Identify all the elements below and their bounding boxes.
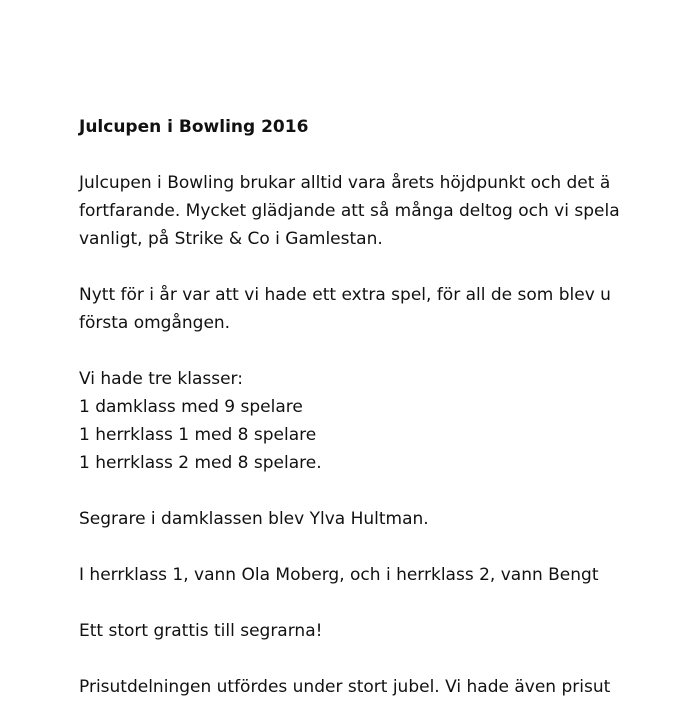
classes-heading: Vi hade tre klasser:: [79, 369, 243, 389]
paragraph-extra-game: [79, 281, 680, 337]
paragraph-line: första omgången.: [79, 313, 231, 333]
document-title: Julcupen i Bowling 2016: [79, 117, 309, 137]
paragraph-congrats: [79, 617, 680, 645]
paragraph-intro: [79, 169, 680, 253]
paragraph-line: Segrare i damklassen blev Ylva Hultman.: [79, 509, 429, 529]
paragraph-line: I herrklass 1, vann Ola Moberg, och i herrklass 2, vann Bengt: [79, 565, 599, 585]
paragraph-classes: [79, 365, 680, 477]
paragraph-prize: [79, 673, 680, 701]
paragraph-women-winner: [79, 505, 680, 533]
class-item: 1 herrklass 2 med 8 spelare.: [79, 453, 322, 473]
class-item: 1 herrklass 1 med 8 spelare: [79, 425, 317, 445]
paragraph-line: Julcupen i Bowling brukar alltid vara årets höjdpunkt och det ä: [79, 173, 611, 193]
paragraph-line: Ett stort grattis till segrarna!: [79, 621, 323, 641]
paragraph-line: Nytt för i år var att vi hade ett extra spel, för all de som blev u: [79, 285, 611, 305]
paragraph-men-winners: [79, 561, 680, 589]
document-content: [79, 113, 680, 704]
paragraph-line: vanligt, på Strike & Co i Gamlestan.: [79, 229, 383, 249]
paragraph-line: fortfarande. Mycket glädjande att så många deltog och vi spela: [79, 201, 620, 221]
class-item: 1 damklass med 9 spelare: [79, 397, 303, 417]
paragraph-line: Prisutdelningen utfördes under stort jubel. Vi hade även prisut: [79, 677, 611, 697]
